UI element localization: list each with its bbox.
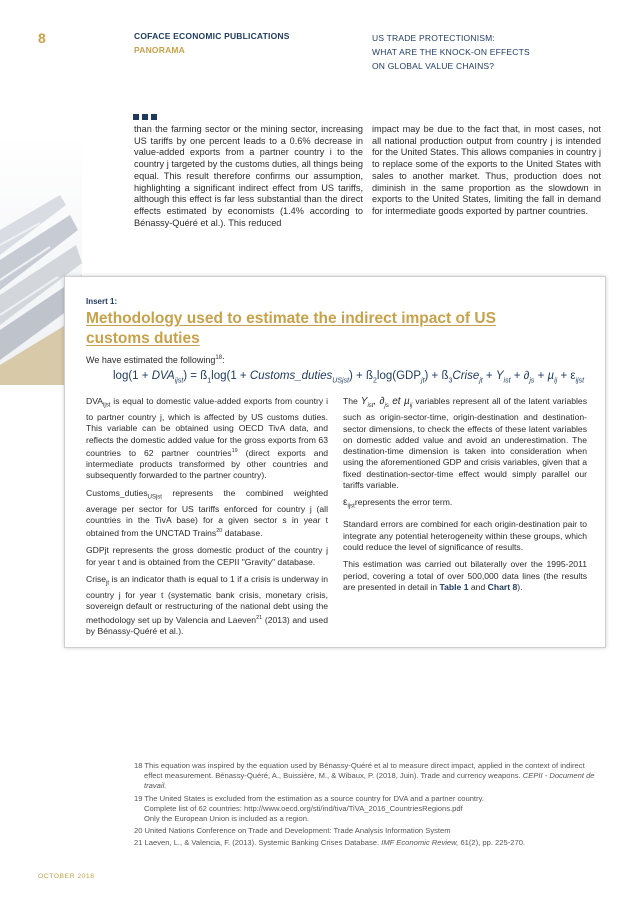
footnotes [134, 761, 604, 849]
footnote: 20 United Nations Conference on Trade and Development: Trade Analysis Information System [134, 826, 451, 836]
paragraph: Standard errors are combined for each origin-destination pair to integrate any potential heterogeneity within these groups, which could reduce the level of significance of results. [343, 519, 587, 552]
paragraph [343, 396, 587, 491]
paragraph-text: represents the combined weighted average per sector for US tariffs enforced for country j (all countries in the TivA base) for a given sector s in year t obtained from the UNCTAD Trains [86, 487, 328, 539]
footnote [134, 838, 604, 848]
intro-text: We have estimated the following [86, 355, 216, 365]
variable-subscript: USjst [147, 494, 162, 501]
paragraph [86, 396, 328, 482]
insert-intro [86, 355, 225, 365]
insert-label: Insert 1: [86, 297, 118, 306]
paragraph-text: variables represent all of the latent variables such as origin-sector-time, origin-destination and destination-sector dimensions, to check the effects of these latent variables on domestic added value and avoid an underestimation. The destination-time dimension is taken into consideration when using the aforementioned GDP and crisis variables, given that a fixed destination-sector-time effect would simply parallel our tariffs variable. [343, 396, 587, 491]
body-column-right [372, 124, 601, 218]
paragraph [343, 559, 587, 593]
publication-name: COFACE ECONOMIC PUBLICATIONS [134, 31, 290, 41]
variable-subscript: ijst [347, 504, 355, 511]
insert-column-left [86, 396, 328, 643]
insert-title-text: Methodology used to estimate the indirect impact of US customs duties [86, 310, 496, 347]
footnote-ref: 21 [256, 614, 263, 621]
variable-name: Customs_duties [86, 487, 148, 498]
paragraph-text: database. [222, 528, 263, 539]
intro-end: : [222, 355, 225, 365]
running-title-line: US TRADE PROTECTIONISM: [372, 33, 495, 43]
running-title [372, 31, 592, 73]
paragraph-text: represents the error term. [354, 497, 453, 508]
footnote-source: IMF Economic Review, [381, 838, 459, 848]
insert-column-right [343, 396, 587, 599]
footnote-source: CEPII - Document de travail. [144, 771, 595, 791]
decorative-squares [133, 107, 160, 125]
paragraph: GDPjt represents the gross domestic product of the country j for year t and is obtained from the CEPII "Gravity" database. [86, 545, 328, 567]
footnote-text: 19 The United States is excluded from the estimation as a source country for DVA and a partner country. [134, 793, 484, 803]
footer-date: OCTOBER 2018 [38, 873, 95, 880]
footnote-text: Only the European Union is included as a region. [144, 814, 310, 824]
epsilon-symbol: ε [343, 497, 348, 509]
running-title-line: WHAT ARE THE KNOCK-ON EFFECTS [372, 47, 530, 57]
chart-reference[interactable]: Chart 8 [487, 581, 518, 592]
paragraph [343, 497, 587, 513]
variable-subscript: jt [106, 580, 110, 587]
body-column-left [134, 124, 363, 229]
footnote-ref: 19 [231, 447, 238, 454]
latent-variables: $Y_{ist}$, $\partial_{js}$ et µ$_{ij}$ [360, 396, 413, 409]
paragraph [86, 574, 328, 637]
footnote [134, 794, 604, 825]
insert-title [86, 309, 526, 349]
equation: $\log(1 + DVA_{ijst})$ = $ß_1\log(1$ + Customs_duties$_{USjst}$) + $ß_2\log(GDP_{jt})$ + $ß_3Crise_{jt} + Y_{ist} + \partial_{js} + \mu_{ij} + \varepsilon_{ijst}$ [113, 370, 585, 385]
variable-name: Crise [86, 574, 107, 585]
footnote-text: 21 Laeven, L., & Valencia, F. (2013). Systemic Banking Crises Database. [134, 838, 380, 848]
paragraph-text: ). [517, 581, 523, 592]
footnote-link[interactable]: Complete list of 62 countries: http://www.oecd.org/sti/ind/tiva/TiVA_2016_CountriesRegions.pdf [144, 803, 463, 813]
footnote [134, 761, 604, 792]
footnote-text: 18 This equation was inspired by the equation used by Bénassy-Quéré et al to measure direct impact, applied in the context of indirect effect measurement. Bénassy-Quéré, A., Buissière, M., & Wibaux, P. (2018, Juin). Trade and currency weapons. [134, 761, 585, 781]
paragraph: impact may be due to the fact that, in most cases, not all national production output from country j is intended for the United States. This allows companies in country j to replace some of the exports to the United States with sales to another market. Thus, production does not diminish in the same proportion as the slowdown in exports to the United States, limiting the fall in demand for intermediate goods exported by partner countries. [372, 124, 601, 216]
table-reference[interactable]: Table 1 [439, 581, 469, 592]
variable-name: DVA [86, 396, 104, 406]
page-number: 8 [38, 30, 46, 46]
paragraph-text: and [468, 581, 488, 592]
paragraph-text: This estimation was carried out bilaterally over the 1995-2011 period, covering a total of over 500,000 data lines (the results are presented in detail in [343, 559, 587, 592]
paragraph-text: (direct exports and intermediate products transformed by other countries and subsequently forwarded to the partner country). [86, 447, 329, 481]
paragraph-text: The [343, 396, 361, 406]
footnote-ref: 18 [215, 355, 223, 361]
variable-subscript: ijst [103, 402, 111, 409]
paragraph-text: is an indicator thath is equal to 1 if a crisis is underway in country j for year t (systematic bank crisis, monetary crisis, sovereign default or restructuring of the national debt using the methodology set up by Valencia and Laeven [86, 574, 328, 625]
footnote-ref: 20 [216, 528, 223, 535]
paragraph [86, 488, 328, 540]
series-name: PANORAMA [134, 45, 186, 55]
running-title-line: ON GLOBAL VALUE CHAINS? [372, 61, 495, 71]
paragraph-text: (2013) and used by Bénassy-Quéré et al.). [86, 614, 328, 636]
paragraph: than the farming sector or the mining sector, increasing US tariffs by one percent leads to a 0.6% decrease in value-added exports from a partner country i to the country j targeted by the customs duties, all things being equal. This result therefore confirms our assumption, highlighting a significant indirect effect from US tariffs, although this effect is far less substantial than the direct effects estimated by economists (1.4% according to Bénassy-Quéré et al.). This reduced [134, 124, 363, 228]
footnote-text: 61(2), pp. 225-270. [458, 838, 526, 848]
paragraph-text: is equal to domestic value-added exports from country i to partner country j, which is affected by US customs duties. This variable can be obtained using OECD TivA data, and reflects the domestic added value for the gross exports from 63 countries to 62 partner countries [86, 396, 328, 458]
